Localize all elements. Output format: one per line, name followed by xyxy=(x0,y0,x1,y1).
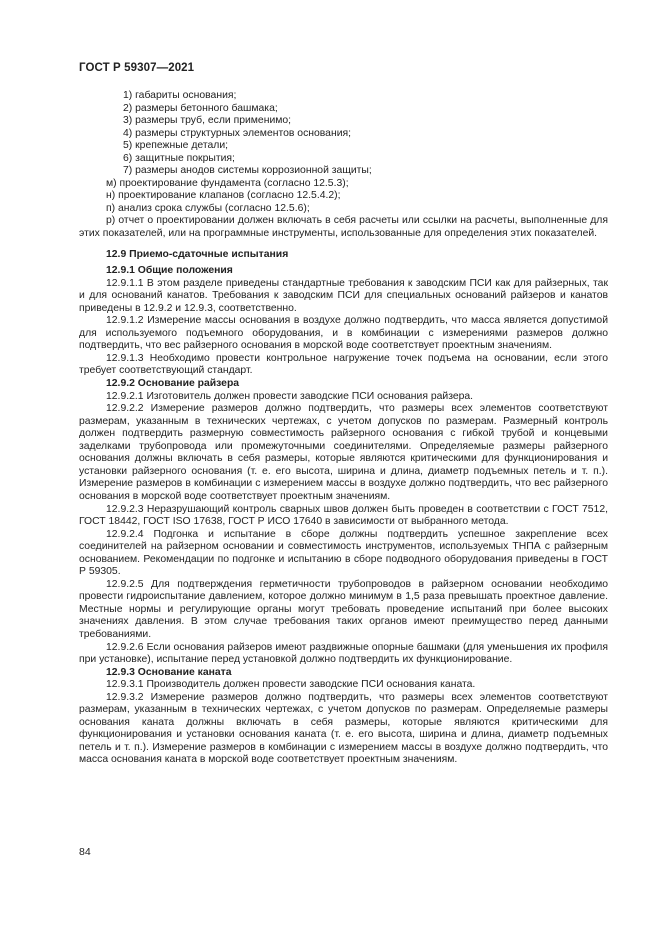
paragraph-12-9-3-2: 12.9.3.2 Измерение размеров должно подтвердить, что размеры всех элементов соответствуют размерам, указанным в технических чертежах, с учетом допусков по размерам. Определяемые размеры основания каната должны включать в себя размеры, которые являются критическими для функционирования и установки основания каната (т. е. его высота, ширина и длина, диаметр подъемных петель и т. п.). Измерение размеров в комбинации с измерением массы в воздухе должно подтвердить, что масса основания каната в морской воде соответствует проектным значениям. xyxy=(79,691,608,766)
list-item: п) анализ срока службы (согласно 12.5.6); xyxy=(106,202,310,214)
list-item: 3) размеры труб, если применимо; xyxy=(123,115,292,127)
list-item: 5) крепежные детали; xyxy=(123,140,229,152)
list-item: 6) защитные покрытия; xyxy=(123,152,235,164)
section-heading-12-9: 12.9 Приемо-сдаточные испытания xyxy=(106,248,289,260)
document-body xyxy=(79,90,608,767)
page-number: 84 xyxy=(79,846,91,858)
list-item: 2) размеры бетонного башмака; xyxy=(123,102,278,114)
list-item: 7) размеры анодов системы коррозионной защиты; xyxy=(123,165,372,177)
paragraph-12-9-1-1: 12.9.1.1 В этом разделе приведены стандартные требования к заводским ПСИ как для райзерных, так и для оснований канатов. Требования к заводским ПСИ для специальных оснований райзеров и канатов приведены в 12.9.2 и 12.9.3, соответственно. xyxy=(79,277,608,314)
paragraph-12-9-2-3: 12.9.2.3 Неразрушающий контроль сварных швов должен быть проведен в соответствии с ГОСТ 7512, ГОСТ 18442, ГОСТ ISO 17638, ГОСТ Р ИСО 17640 в зависимости от выбранного метода. xyxy=(79,503,608,528)
paragraph-12-9-1-2: 12.9.1.2 Измерение массы основания в воздухе должно подтвердить, что масса является допустимой для используемого подъемного оборудования, и в комбинации с измерениями размеров должно подтвердить, что вес райзерного основания в морской воде соответствует проектным значениям. xyxy=(79,315,608,352)
paragraph-12-9-2-2: 12.9.2.2 Измерение размеров должно подтвердить, что размеры всех элементов соответствуют размерам, указанным в технических чертежах, с учетом допусков по размерам. Размерный контроль должен подтвердить размерную совместимость райзерного основания с гибкой трубой и концевыми заделками трубопровода или промежуточными соединителями. Определяемые размеры райзерного основания должны включать в себя размеры, которые являются критическими для функционирования и установки райзерного основания (т. е. его высота, ширина и длина, диаметр подъемных петель и т. п.). Измерение размеров в комбинации с измерением массы в воздухе должно подтвердить, что вес райзерного основания в морской воде соответствует проектным значениям. xyxy=(79,403,608,502)
subsection-heading-12-9-2: 12.9.2 Основание райзера xyxy=(106,378,240,390)
list-item: м) проектирование фундамента (согласно 12.5.3); xyxy=(106,177,349,189)
paragraph-12-9-2-5: 12.9.2.5 Для подтверждения герметичности трубопроводов в райзерном основании необходимо провести гидроиспытание давлением, которое должно минимум в 1,5 раза превышать проектное давление. Местные нормы и регулирующие органы могут требовать проведение испытаний при более высоких значениях давления. В этом случае требования таких органов имеют преимущество перед данными требованиями. xyxy=(79,578,608,640)
list-item-p: р) отчет о проектировании должен включать в себя расчеты или ссылки на расчеты, выполненные для этих показателей, или на программные инструменты, использованные для определения этих показателей. xyxy=(79,215,608,240)
paragraph-12-9-1-3: 12.9.1.3 Необходимо провести контрольное нагружение точек подъема на основании, если этого требует соответствующий стандарт. xyxy=(79,352,608,377)
document-header: ГОСТ Р 59307—2021 xyxy=(79,62,195,74)
subsection-heading-12-9-1: 12.9.1 Общие положения xyxy=(106,265,233,277)
list-item: н) проектирование клапанов (согласно 12.5.4.2); xyxy=(106,190,341,202)
list-item: 4) размеры структурных элементов основания; xyxy=(123,127,352,139)
paragraph-12-9-2-6: 12.9.2.6 Если основания райзеров имеют раздвижные опорные башмаки (для уменьшения их профиля при установке), испытание перед установкой должно подтвердить их функционирование. xyxy=(79,641,608,666)
paragraph-12-9-3-1: 12.9.3.1 Производитель должен провести заводские ПСИ основания каната. xyxy=(106,679,476,691)
paragraph-12-9-2-4: 12.9.2.4 Подгонка и испытание в сборе должны подтвердить успешное закрепление всех соединителей на райзерном основании и совместимость инструментов, используемых ТНПА с райзерным основанием. Рекомендации по подгонке и испытанию в сборе подводного оборудования приведены в ГОСТ Р 59305. xyxy=(79,528,608,578)
paragraph-12-9-2-1: 12.9.2.1 Изготовитель должен провести заводские ПСИ основания райзера. xyxy=(106,390,474,402)
subsection-heading-12-9-3: 12.9.3 Основание каната xyxy=(106,666,232,678)
list-item: 1) габариты основания; xyxy=(123,90,237,101)
